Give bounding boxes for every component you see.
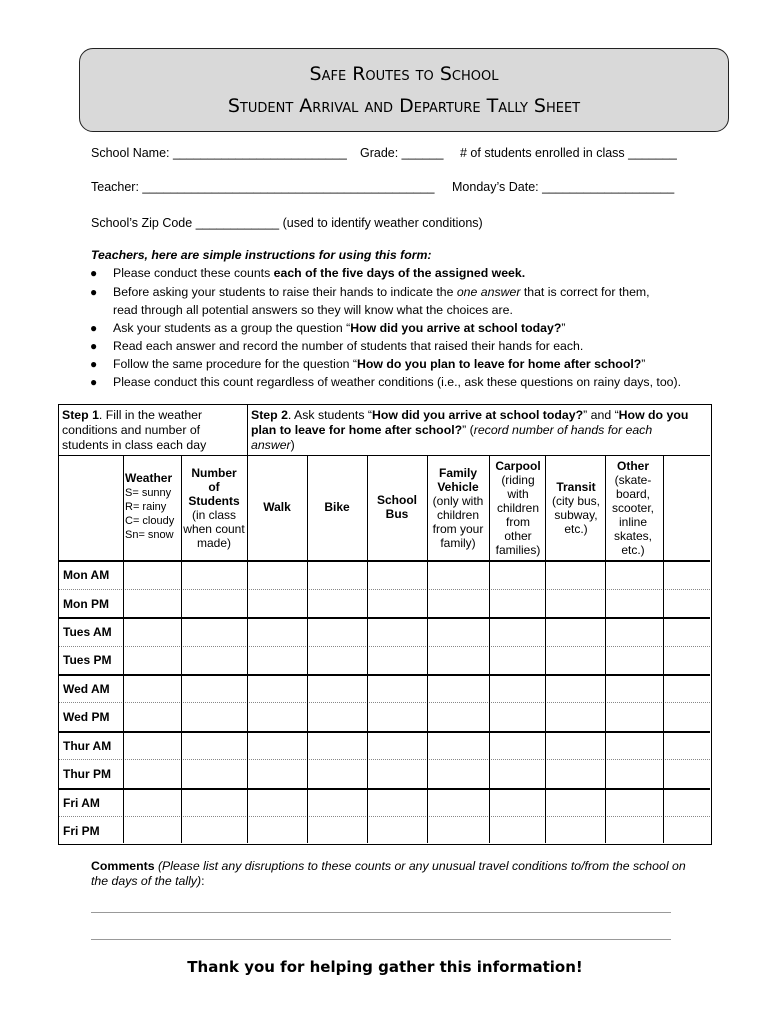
grade-field[interactable]: Grade: ______: [360, 146, 444, 160]
family-vehicle-column-header: Family Vehicle (only with children from your family): [432, 466, 484, 550]
table-divider: [605, 455, 606, 843]
table-divider: [59, 560, 710, 562]
table-divider: [59, 589, 710, 590]
bullet-icon: ●: [90, 357, 98, 371]
table-divider: [545, 455, 546, 843]
step2-text: Step 2. Ask students “How did you arrive at school today?” and “How do you plan to leave for home after school?” (record number of hands for each answer): [251, 408, 689, 452]
bullet-icon: ●: [90, 321, 98, 335]
table-divider: [489, 455, 490, 843]
comments-line-2[interactable]: [91, 939, 671, 940]
transit-column-header: Transit (city bus, subway, etc.): [551, 480, 600, 536]
table-divider: [59, 788, 710, 790]
row-label-mon-am: Mon AM: [63, 568, 110, 582]
title-line-2: Student Arrival and Departure Tally Sheet: [227, 95, 581, 117]
walk-column-header: Walk: [263, 500, 291, 514]
zip-code-field[interactable]: School’s Zip Code ____________ (used to identify weather conditions): [91, 216, 483, 230]
bullet-icon: ●: [90, 285, 98, 299]
school-name-field[interactable]: School Name: _________________________: [91, 146, 347, 160]
comments-line-1[interactable]: [91, 912, 671, 913]
other-column-header: Other (skate- board, scooter, inline skates, etc.): [611, 459, 655, 557]
instruction-item: Before asking your students to raise their hands to indicate the one answer that is correct for them,: [113, 285, 650, 299]
table-divider: [59, 617, 710, 619]
table-divider: [59, 731, 710, 733]
bike-column-header: Bike: [324, 500, 350, 514]
mondays-date-field[interactable]: Monday’s Date: ___________________: [452, 180, 675, 194]
instruction-item: Ask your students as a group the question “How did you arrive at school today?”: [113, 321, 566, 335]
step1-text: Step 1. Fill in the weather conditions and number of students in class each day: [62, 408, 207, 452]
row-label-wed-am: Wed AM: [63, 682, 110, 696]
table-divider: [59, 759, 710, 760]
students-enrolled-field[interactable]: # of students enrolled in class _______: [460, 146, 677, 160]
row-label-fri-am: Fri AM: [63, 796, 100, 810]
table-divider: [247, 405, 248, 843]
bullet-icon: ●: [90, 339, 98, 353]
comments-text: Comments (Please list any disruptions to these counts or any unusual travel conditions to/from the school on the days of the tally):: [91, 859, 686, 888]
table-divider: [427, 455, 428, 843]
teacher-field[interactable]: Teacher: __________________________________________: [91, 180, 435, 194]
table-divider: [307, 455, 308, 843]
weather-column-header: Weather S= sunny R= rainy C= cloudy Sn= snow: [125, 471, 175, 541]
table-divider: [59, 455, 710, 456]
table-divider: [59, 816, 710, 817]
row-label-thur-pm: Thur PM: [63, 767, 111, 781]
table-divider: [59, 702, 710, 703]
bullet-icon: ●: [90, 375, 98, 389]
table-divider: [367, 455, 368, 843]
tally-table: [58, 404, 712, 845]
instruction-item: Read each answer and record the number of students that raised their hands for each.: [113, 339, 584, 353]
instruction-item: Please conduct these counts each of the five days of the assigned week.: [113, 266, 526, 280]
row-label-thur-am: Thur AM: [63, 739, 112, 753]
instruction-item: Please conduct this count regardless of weather conditions (i.e., ask these questions on rainy days, too).: [113, 375, 682, 389]
table-divider: [123, 455, 124, 843]
table-divider: [663, 455, 664, 843]
title-line-1: Safe Routes to School: [309, 63, 499, 85]
row-label-tues-am: Tues AM: [63, 625, 112, 639]
number-of-students-header: Number of Students (in class when count made): [183, 466, 245, 550]
row-label-fri-pm: Fri PM: [63, 824, 100, 838]
instruction-item: Follow the same procedure for the question “How do you plan to leave for home after school?”: [113, 357, 646, 371]
row-label-mon-pm: Mon PM: [63, 597, 109, 611]
row-label-tues-pm: Tues PM: [63, 653, 112, 667]
instruction-item-continued: read through all potential answers so they will know what the choices are.: [113, 303, 513, 317]
thank-you-message: Thank you for helping gather this information!: [187, 958, 583, 976]
title-box: [79, 48, 729, 132]
school-bus-column-header: School Bus: [376, 493, 417, 521]
carpool-column-header: Carpool (riding with children from other families): [495, 459, 541, 557]
table-divider: [59, 674, 710, 676]
row-label-wed-pm: Wed PM: [63, 710, 110, 724]
table-divider: [59, 646, 710, 647]
table-divider: [181, 455, 182, 843]
bullet-icon: ●: [90, 266, 98, 280]
instructions-heading: Teachers, here are simple instructions for using this form:: [91, 248, 432, 262]
